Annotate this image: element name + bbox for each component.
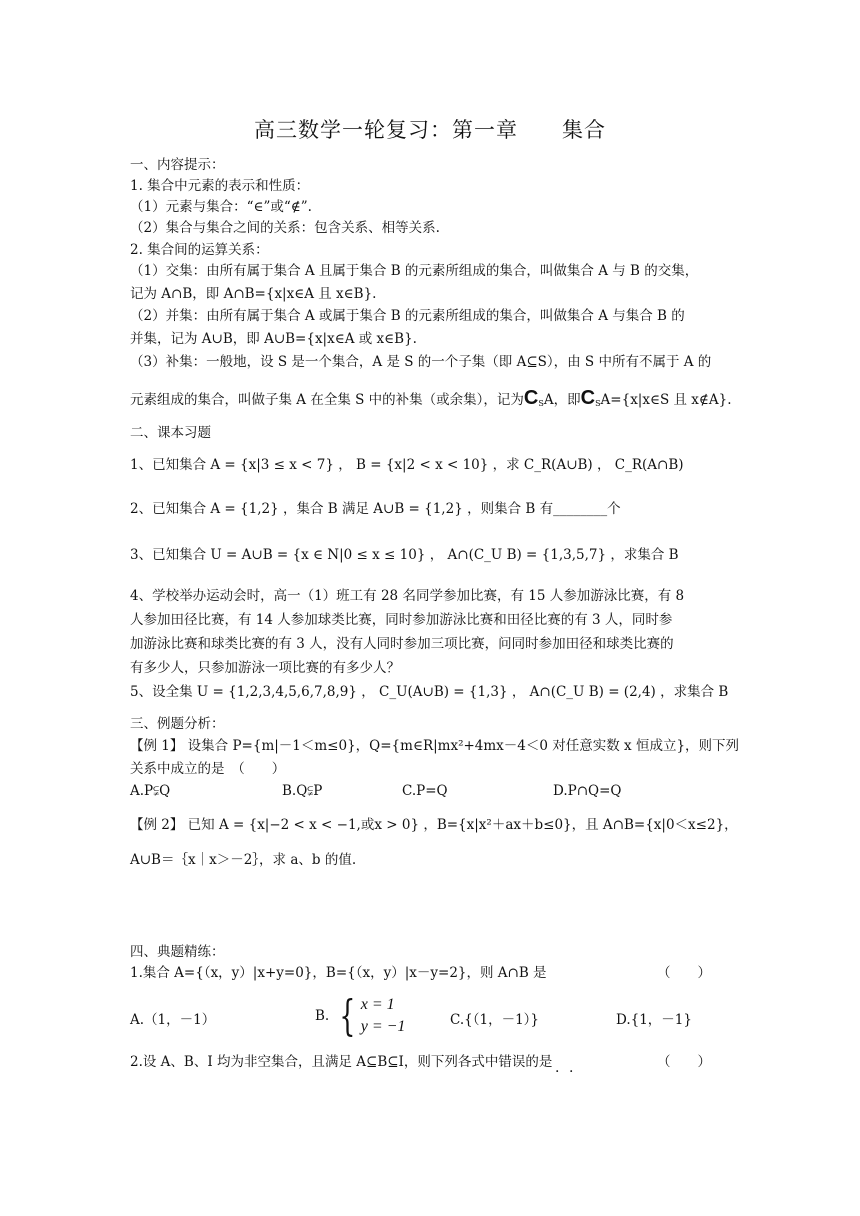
answer-paren: （ ）: [657, 965, 711, 981]
equation-system: [334, 991, 406, 1040]
exercise-4-line: 4、学校举办运动会时，高一（1）班工有 28 名同学参加比赛，有 15 人参加游泳比赛，有 8: [130, 588, 685, 604]
option-d: D.P∩Q=Q: [553, 783, 622, 799]
exercise-2: 2、已知集合 A = {1,2} ，集合 B 满足 A∪B = {1,2} ，则集合 B 有________个: [130, 501, 621, 517]
example-1-options: [130, 783, 730, 803]
text-segment: A，即: [543, 392, 581, 408]
text-segment: A={x|x∈S 且 x∉A}.: [600, 392, 732, 408]
equation: x = 1: [360, 996, 395, 1013]
example-2-line: 【例 2】 已知 A = {x|−2 < x < −1,或x > 0} ，B={x|x²＋ax＋b≤0}，且 A∩B={x|0＜x≤2}，: [130, 817, 738, 833]
complement-symbol: C: [580, 387, 596, 409]
exercise-3: 3、已知集合 U = A∪B = {x ∈ N|0 ≤ x ≤ 10} ， A∩(C_U B) = {1,3,5,7} ，求集合 B: [130, 547, 679, 563]
section-heading-content: 一、内容提示：: [130, 157, 225, 173]
text-line: （2）并集：由所有属于集合 A 或属于集合 B 的元素所组成的集合，叫做集合 A 与集合 B 的: [130, 308, 685, 324]
equation: y = −1: [360, 1018, 406, 1035]
text-line: 记为 A∩B，即 A∩B={x|x∈A 且 x∈B}.: [130, 286, 377, 302]
complement-definition-line: [130, 388, 732, 414]
option-d: D.{1，－1}: [616, 1012, 692, 1028]
emphasis-dot: ·: [569, 1064, 574, 1080]
text-line: 并集，记为 A∪B，即 A∪B={x|x∈A 或 x∈B}.: [130, 331, 417, 347]
practice-1: 1.集合 A={（x，y）|x+y=0}，B={（x，y）|x－y=2}，则 A∩B 是: [130, 965, 547, 981]
option-c: C.P=Q: [402, 783, 448, 799]
text-line: （1）元素与集合：“∈”或“∉”.: [130, 199, 312, 215]
page-title: 高三数学一轮复习：第一章 集合: [254, 118, 606, 142]
exercise-1: 1、已知集合 A = {x|3 ≤ x < 7} ， B = {x|2 < x < 10} ，求 C_R(A∪B) ， C_R(A∩B): [130, 457, 684, 473]
text-line: 1. 集合中元素的表示和性质：: [130, 178, 310, 194]
practice-1-options: [130, 1008, 730, 1030]
exercise-4-line: 加游泳比赛和球类比赛的有 3 人，没有人同时参加三项比赛，问同时参加田径和球类比赛的: [130, 636, 674, 652]
complement-symbol: C: [523, 387, 539, 409]
option-c: C.{（1，－1）}: [450, 1012, 539, 1028]
emphasis-dot: ·: [555, 1064, 560, 1080]
exercise-5: 5、设全集 U = {1,2,3,4,5,6,7,8,9} ， C_U(A∪B) = {1,3} ， A∩(C_U B) = (2,4) ，求集合 B: [130, 684, 729, 700]
complement-subscript: S: [595, 399, 601, 408]
section-heading-practice: 四、典题精练：: [130, 944, 225, 960]
section-heading-exercises: 二、课本习题: [130, 425, 211, 441]
text-line: （1）交集：由所有属于集合 A 且属于集合 B 的元素所组成的集合，叫做集合 A 与 B 的交集，: [130, 263, 699, 279]
example-2-line: A∪B＝｛x｜x＞－2｝，求 a、b 的值.: [130, 852, 357, 868]
example-1-line: 关系中成立的是 （ ）: [130, 761, 286, 777]
option-b: B.: [315, 1008, 330, 1024]
section-heading-examples: 三、例题分析：: [130, 716, 225, 732]
example-1-line: 【例 1】 设集合 P={m|－1＜m≤0}，Q={m∈R|mx²+4mx－4＜0 对任意实数 x 恒成立}，则下列: [130, 738, 740, 754]
practice-2: 2.设 A、B、I 均为非空集合，且满足 A⊆B⊆I，则下列各式中错误的是: [130, 1054, 553, 1070]
text-line: 2. 集合间的运算关系：: [130, 242, 269, 258]
text-segment: 元素组成的集合，叫做子集 A 在全集 S 中的补集（或余集），记为: [130, 392, 524, 408]
complement-subscript: S: [538, 399, 544, 408]
exercise-4-line: 有多少人，只参加游泳一项比赛的有多少人？: [130, 660, 400, 676]
text-line: （2）集合与集合之间的关系：包含关系、相等关系.: [130, 220, 440, 236]
brace: {: [339, 991, 356, 1040]
text-line: （3）补集：一般地，设 S 是一个集合，A 是 S 的一个子集（即 A⊆S），由 S 中所有不属于 A 的: [130, 354, 712, 370]
exercise-4-line: 人参加田径比赛，有 14 人参加球类比赛，同时参加游泳比赛和田径比赛的有 3 人，同时参: [130, 612, 673, 628]
answer-paren: （ ）: [657, 1054, 711, 1070]
option-a: A.（1，－1）: [130, 1012, 216, 1028]
option-b: B.Q⫋P: [282, 783, 323, 799]
option-a: A.P⫋Q: [130, 783, 171, 799]
